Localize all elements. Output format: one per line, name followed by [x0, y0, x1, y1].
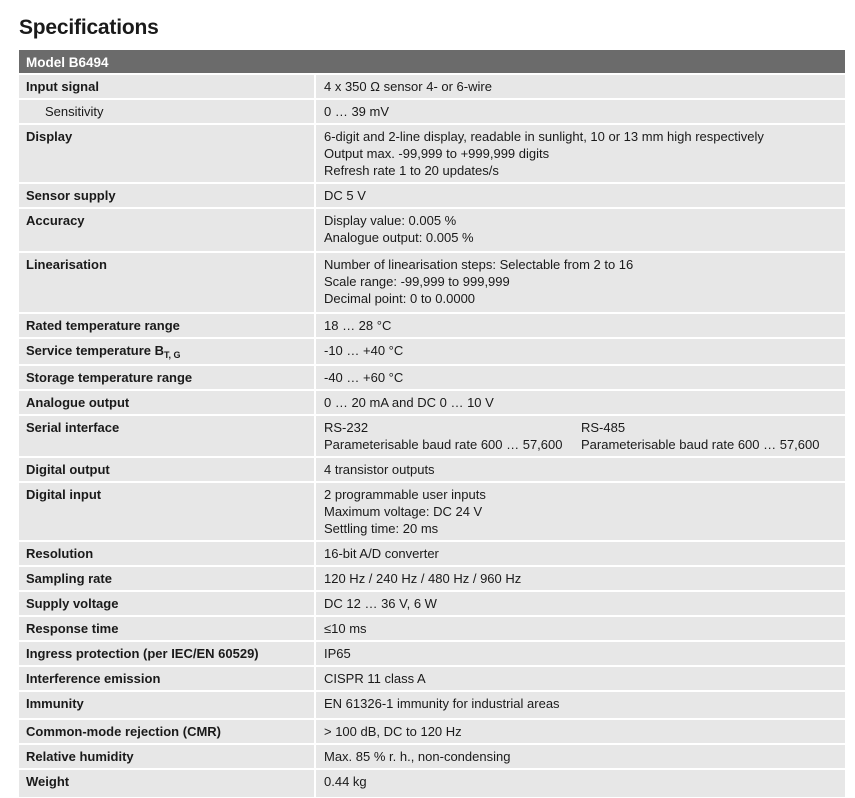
spec-row — [19, 457, 845, 482]
spec-label — [19, 74, 315, 99]
spec-value-line: Display value: 0.005 % — [324, 213, 457, 228]
spec-row — [19, 566, 845, 591]
spec-value-line: 16-bit A/D converter — [324, 546, 439, 561]
spec-value-line: 6-digit and 2-line display, readable in sunlight, 10 or 13 mm high respectively — [324, 129, 764, 144]
spec-label — [19, 338, 315, 365]
spec-label-text: Immunity — [26, 696, 84, 711]
spec-row — [19, 769, 845, 797]
spec-value-line: Output max. -99,999 to +999,999 digits — [324, 146, 550, 161]
spec-row — [19, 482, 845, 541]
spec-label — [19, 591, 315, 616]
spec-value-line: Scale range: -99,999 to 999,999 — [324, 274, 510, 289]
spec-label-text: Common-mode rejection (CMR) — [26, 724, 221, 739]
spec-value-line: -10 … +40 °C — [324, 343, 404, 358]
spec-value-line: ≤10 ms — [324, 621, 367, 636]
spec-label — [19, 641, 315, 666]
spec-label-text: Digital input — [26, 487, 102, 502]
spec-label-text: Resolution — [26, 546, 94, 561]
spec-label — [19, 124, 315, 183]
spec-label-text: Ingress protection (per IEC/EN 60529) — [26, 646, 259, 661]
spec-row — [19, 74, 845, 99]
spec-value — [315, 616, 845, 641]
spec-label-text: Accuracy — [26, 213, 85, 228]
spec-value-line: 4 transistor outputs — [324, 462, 435, 477]
spec-value — [315, 74, 845, 99]
spec-value-line: Analogue output: 0.005 % — [324, 230, 474, 245]
spec-value-line: CISPR 11 class A — [324, 671, 426, 686]
spec-value-line: Parameterisable baud rate 600 … 57,600 — [581, 437, 820, 452]
spec-value — [315, 365, 845, 390]
spec-label-text: Rated temperature range — [26, 318, 180, 333]
spec-label — [19, 99, 315, 124]
spec-label — [19, 616, 315, 641]
spec-label — [19, 666, 315, 691]
spec-row — [19, 541, 845, 566]
spec-value — [315, 482, 845, 541]
spec-label — [19, 415, 315, 457]
spec-row — [19, 666, 845, 691]
spec-value — [315, 99, 845, 124]
serial-interface-column — [581, 419, 838, 453]
spec-label-text: Relative humidity — [26, 749, 134, 764]
spec-value-line: 0 … 20 mA and DC 0 … 10 V — [324, 395, 494, 410]
spec-label — [19, 541, 315, 566]
spec-label-text: Analogue output — [26, 395, 130, 410]
spec-row — [19, 719, 845, 744]
spec-label — [19, 691, 315, 719]
spec-value-line: 4 x 350 Ω sensor 4- or 6-wire — [324, 79, 492, 94]
spec-value — [315, 124, 845, 183]
spec-row — [19, 415, 845, 457]
spec-value-line: RS-485 — [581, 420, 626, 435]
spec-label — [19, 566, 315, 591]
spec-value-line: Maximum voltage: DC 24 V — [324, 504, 483, 519]
spec-row — [19, 208, 845, 252]
spec-value-line: EN 61326-1 immunity for industrial areas — [324, 696, 560, 711]
spec-label — [19, 769, 315, 797]
spec-label-text: Input signal — [26, 79, 99, 94]
spec-label-text: Serial interface — [26, 420, 120, 435]
spec-value — [315, 719, 845, 744]
spec-value-line: Max. 85 % r. h., non-condensing — [324, 749, 511, 764]
spec-row — [19, 313, 845, 338]
spec-value-line: 120 Hz / 240 Hz / 480 Hz / 960 Hz — [324, 571, 522, 586]
spec-value-line: DC 5 V — [324, 188, 366, 203]
spec-value — [315, 390, 845, 415]
spec-label — [19, 719, 315, 744]
spec-label — [19, 208, 315, 252]
spec-label-text: Storage temperature range — [26, 370, 193, 385]
spec-row — [19, 744, 845, 769]
spec-row — [19, 99, 845, 124]
spec-value — [315, 208, 845, 252]
spec-row — [19, 365, 845, 390]
spec-label-text: Sensitivity — [45, 104, 104, 119]
model-header-row — [19, 50, 845, 74]
spec-label — [19, 744, 315, 769]
spec-value-line: > 100 dB, DC to 120 Hz — [324, 724, 462, 739]
page-title: Specifications — [19, 16, 159, 39]
spec-value — [315, 591, 845, 616]
model-name: Model B6494 — [19, 50, 845, 74]
spec-row — [19, 124, 845, 183]
spec-value — [315, 566, 845, 591]
spec-label-text: Supply voltage — [26, 596, 119, 611]
spec-value-line: 0 … 39 mV — [324, 104, 390, 119]
spec-value — [315, 769, 845, 797]
spec-row — [19, 390, 845, 415]
serial-interface-column — [324, 419, 581, 453]
spec-value — [315, 252, 845, 313]
specifications-body — [19, 74, 845, 797]
spec-label — [19, 252, 315, 313]
spec-row — [19, 338, 845, 365]
spec-row — [19, 183, 845, 208]
spec-row — [19, 252, 845, 313]
spec-label — [19, 482, 315, 541]
spec-value-line: Parameterisable baud rate 600 … 57,600 — [324, 437, 563, 452]
spec-label-text: Linearisation — [26, 257, 107, 272]
spec-value-line: Number of linearisation steps: Selectable from 2 to 16 — [324, 257, 634, 272]
spec-value — [315, 541, 845, 566]
spec-value — [315, 183, 845, 208]
spec-value — [315, 313, 845, 338]
spec-value-line: 0.44 kg — [324, 774, 367, 789]
spec-row — [19, 591, 845, 616]
spec-value-line: RS-232 — [324, 420, 369, 435]
spec-row — [19, 616, 845, 641]
spec-value — [315, 415, 845, 457]
spec-value-line: Decimal point: 0 to 0.0000 — [324, 291, 476, 306]
spec-label-text: Interference emission — [26, 671, 161, 686]
spec-value — [315, 691, 845, 719]
spec-value-line: -40 … +60 °C — [324, 370, 404, 385]
spec-label-subscript: T, G — [164, 350, 181, 360]
spec-label-text: Display — [26, 129, 73, 144]
spec-value-line: DC 12 … 36 V, 6 W — [324, 596, 437, 611]
spec-label-text: Response time — [26, 621, 119, 636]
spec-value — [315, 457, 845, 482]
spec-value — [315, 666, 845, 691]
spec-label — [19, 313, 315, 338]
spec-label — [19, 183, 315, 208]
spec-label — [19, 390, 315, 415]
spec-label-text: Digital output — [26, 462, 110, 477]
spec-label — [19, 457, 315, 482]
spec-value-line: 2 programmable user inputs — [324, 487, 486, 502]
spec-value — [315, 744, 845, 769]
spec-label-text: Sampling rate — [26, 571, 112, 586]
spec-value-line: IP65 — [324, 646, 351, 661]
spec-value-line: Refresh rate 1 to 20 updates/s — [324, 163, 499, 178]
spec-value — [315, 338, 845, 365]
spec-label-text: Weight — [26, 774, 70, 789]
spec-label — [19, 365, 315, 390]
spec-value-line: 18 … 28 °C — [324, 318, 392, 333]
spec-label-text: Sensor supply — [26, 188, 116, 203]
spec-row — [19, 641, 845, 666]
serial-interface-grid — [324, 419, 838, 453]
spec-row — [19, 691, 845, 719]
spec-value — [315, 641, 845, 666]
spec-label-text: Service temperature B — [26, 343, 165, 358]
specifications-table — [19, 50, 845, 797]
spec-value-line: Settling time: 20 ms — [324, 521, 439, 536]
